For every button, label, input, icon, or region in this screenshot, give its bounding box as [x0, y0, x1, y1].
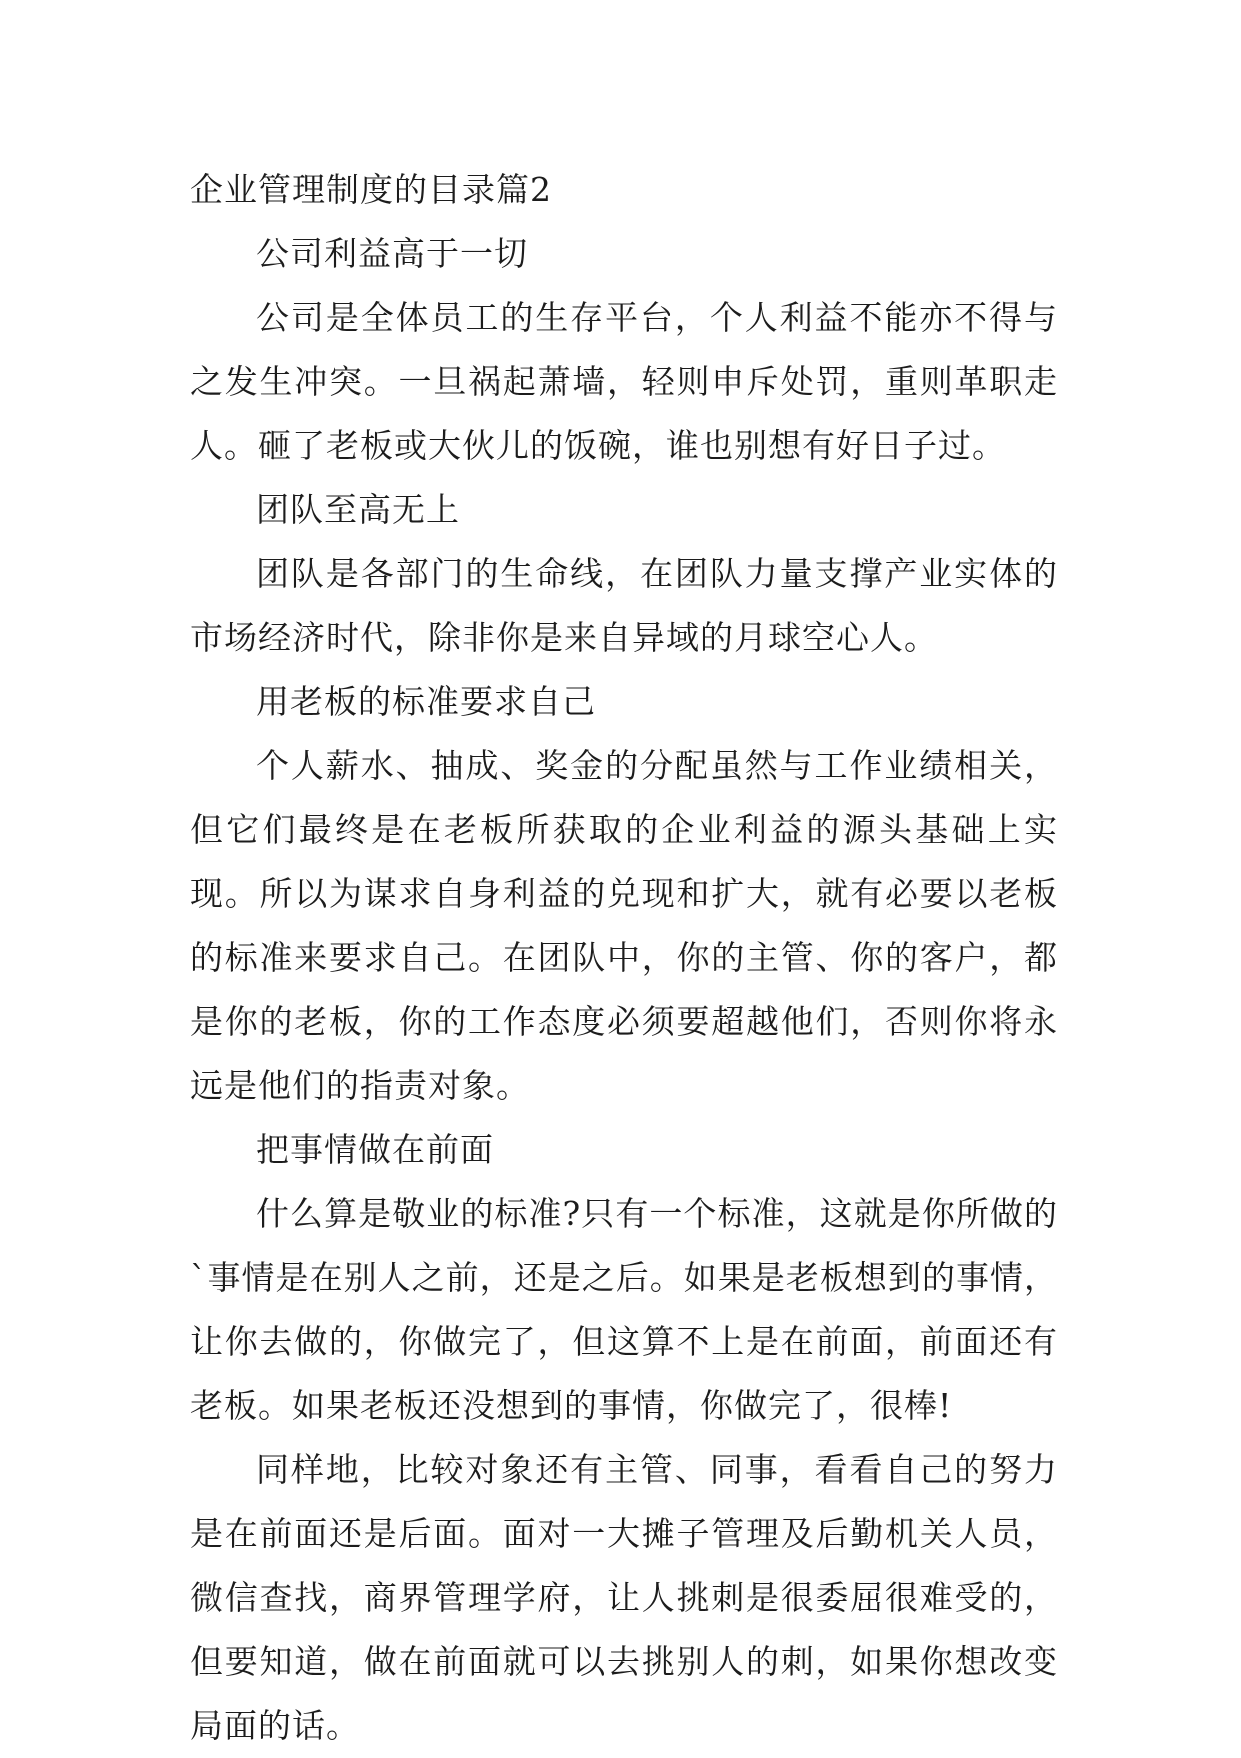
section-heading-company-interest: 公司利益高于一切 [256, 234, 528, 273]
section-heading-boss-standard: 用老板的标准要求自己 [256, 682, 596, 721]
paragraph-comparison: 同样地，比较对象还有主管、同事，看看自己的努力是在前面还是后面。面对一大摊子管理及后勤机关人员，微信查找，商界管理学府，让人挑刺是很委屈很难受的，但要知道，做在前面就可以去挑别人的刺，如果你想改变局面的话。 [190, 1450, 1058, 1745]
paragraph-company-interest: 公司是全体员工的生存平台，个人利益不能亦不得与之发生冲突。一旦祸起萧墙，轻则申斥处罚，重则革职走人。砸了老板或大伙儿的饭碗，谁也别想有好日子过。 [190, 298, 1058, 465]
document-title: 企业管理制度的目录篇2 [190, 170, 552, 209]
section-heading-do-first: 把事情做在前面 [256, 1130, 494, 1169]
paragraph-team: 团队是各部门的生命线，在团队力量支撑产业实体的市场经济时代，除非你是来自异域的月球空心人。 [190, 554, 1058, 657]
paragraph-boss-standard: 个人薪水、抽成、奖金的分配虽然与工作业绩相关，但它们最终是在老板所获取的企业利益的源头基础上实现。所以为谋求自身利益的兑现和扩大，就有必要以老板的标准来要求自己。在团队中，你的主管、你的客户，都是你的老板，你的工作态度必须要超越他们，否则你将永远是他们的指责对象。 [190, 746, 1058, 1105]
paragraph-do-first: 什么算是敬业的标准?只有一个标准，这就是你所做的`事情是在别人之前，还是之后。如果是老板想到的事情，让你去做的，你做完了，但这算不上是在前面，前面还有老板。如果老板还没想到的事情，你做完了，很棒! [190, 1194, 1058, 1425]
document-body [190, 158, 1058, 1758]
section-heading-team: 团队至高无上 [256, 490, 460, 529]
